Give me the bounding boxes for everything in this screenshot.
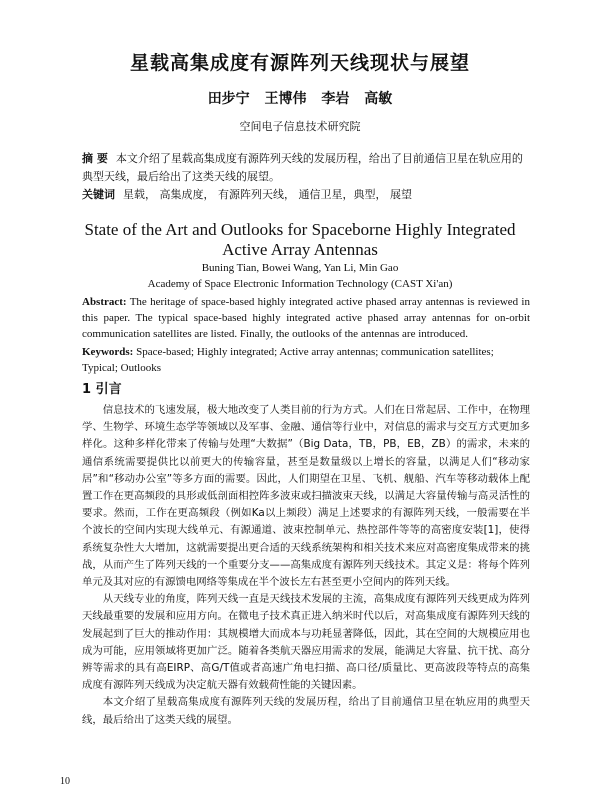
keywords-zh — [82, 186, 530, 202]
title-en — [0, 220, 600, 260]
affiliation-en: Academy of Space Electronic Information Technology (CAST Xi'an) — [147, 278, 453, 290]
section-heading: 1 引言 — [82, 382, 122, 397]
paragraph: 本文介绍了星载高集成度有源阵列天线的发展历程，给出了目前通信卫星在轨应用的典型天线，最后给出了这类天线的展望。 — [82, 696, 530, 726]
authors-zh: 田步宁 王博伟 李岩 高敏 — [207, 91, 393, 107]
keywords-en-label: Keywords: — [82, 346, 134, 358]
abstract-zh-label: 摘 要 — [82, 152, 108, 165]
keywords-en-text: Space-based; Highly integrated; Active array antennas; communication satellites; Typical; Outlooks — [82, 346, 494, 374]
authors-en: Buning Tian, Bowei Wang, Yan Li, Min Gao — [201, 262, 399, 274]
abstract-zh — [82, 150, 530, 186]
abstract-en-label: Abstract: — [82, 296, 127, 308]
abstract-zh-text: 本文介绍了星载高集成度有源阵列天线的发展历程，给出了目前通信卫星在轨应用的典型天线，最后给出了这类天线的展望。 — [82, 152, 523, 183]
paragraph: 信息技术的飞速发展，极大地改变了人类目前的行为方式。人们在日常起居、工作中，在物理学、生物学、环境生态学等领域以及军事、金融、通信等行业中，对信息的需求与交互方式更加多样化。这种多样化带来了传输与处理“大数据”（Big Data，TB，PB，EB，ZB）的需求，未来的通信系统需要提供比以前更大的传输容量，甚至是数量级以上增长的容量，以满足人们“移动家居”和“移动办公室”等多方面的需要。因此，人们期望在卫星、飞机、舰船、汽车等移动载体上配置工作在更高频段的具形或低剖面相控阵多波束或扫描波束天线，以满足大容量传输与高灵活性的要求。然而，工作在更高频段（例如Ka以上频段）满足上述要求的有源阵列天线，一般需要在半个波长的空间内实现大线单元、有源通道、波束控制单元、热控部件等等的高密度安装[1]，使得系统复杂性大大增加，这就需要提出更合适的天线系统架构和相关技术来应对高密度集成带来的挑战，从而产生了阵列天线的一个重要分支——高集成度有源阵列天线技术。其定义是：将每个阵列单元及其对应的有源馈电网络等集成在半个波长左右甚至更小空间内的阵列天线。 — [82, 404, 530, 589]
keywords-en — [82, 344, 530, 376]
abstract-en — [82, 294, 530, 342]
body-text — [82, 402, 530, 729]
affiliation-zh: 空间电子信息技术研究院 — [239, 120, 361, 133]
paragraph: 从天线专业的角度，阵列天线一直是天线技术发展的主流，高集成度有源阵列天线更成为阵列天线最重要的发展和应用方向。在微电子技术真正进入纳米时代以后，对高集成度有源阵列天线的发展起到了巨大的推动作用：其规模增大而成本与功耗显著降低，因此，其在空间的大规模应用也成为可能，应用领域将更加广泛。随着各类航天器应用需求的发展，能满足大容量、抗干扰、高分辨等需求的具有高EIRP、高G/T值或者高速广角电扫描、高口径/质量比、更高波段等特点的高集成度有源阵列天线成为决定航天器有效载荷性能的关键因素。 — [82, 593, 530, 692]
page-number: 10 — [60, 776, 70, 787]
title-en-line2: Active Array Antennas — [222, 240, 378, 259]
keywords-zh-label: 关键词 — [82, 188, 115, 201]
abstract-en-text: The heritage of space-based highly integrated active phased array antennas is reviewed in this paper. The typical space-based highly integrated active phased array antennas for on-orbit communication satellites are listed. Finally, the outlooks of the antennas are introduced. — [82, 296, 530, 340]
title-en-line1: State of the Art and Outlooks for Spaceborne Highly Integrated — [84, 220, 516, 239]
title-zh: 星载高集成度有源阵列天线现状与展望 — [129, 52, 470, 74]
keywords-zh-text: 星载， 高集成度， 有源阵列天线， 通信卫星，典型， 展望 — [123, 188, 412, 201]
